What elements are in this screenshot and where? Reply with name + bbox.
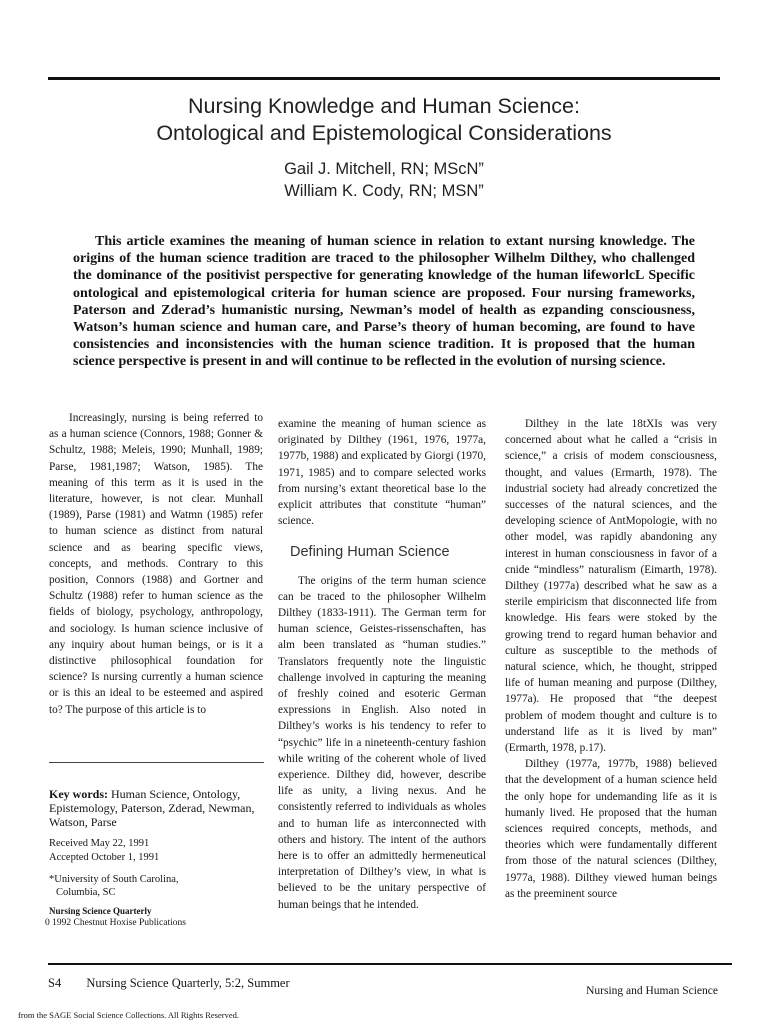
author-list [48,158,720,202]
received-date: Received May 22, 1991 [49,838,150,849]
affiliation [49,873,264,899]
column-3 [505,416,717,902]
article-dates [49,837,264,865]
column-1-paragraph: Increasingly, nursing is being referred to as a human science (Connors, 1988; Gonner & Schultz, 1988; Meleis, 1990; Munhall, 1989; Parse, 1981,1987; Watson, 1985). The meaning of this term as it is used in the literature, however, is not clear. Munhall (1989), Parse (1981) and Watmn (1985) refer to human science as distinct from natural science and as bearing specific views, concepts, and methods. Contrary to this position, Connors (1988) and Gortner and Schultz (1988) refer to human science as the fields of biology, psychology, anthropology, and sociology. Is human science inclusive of any inquiry about human beings, or is it a distinctive philosophical foundation for science? Is nursing currently a human science or is this an ideal to be esteemed and aspired to? The purpose of this article is to [49,412,263,716]
copyright-notice: 0 1992 Chestnut Hoxise Publications [45,918,186,928]
title-line-1: Nursing Knowledge and Human Science: [187,94,580,118]
column-3-paragraph-2: Dilthey (1977a, 1977b, 1988) believed that the development of a human science held the only hope for undemanding life as it is humanly lived. He proposed that the human sciences required concepts, methods, and theories which were fundamentally different from those of the natural sciences (Dilthey, 1977a, 1988). Dilthey viewed human beings as the preeminent source [505,758,717,900]
keywords-line [49,787,264,829]
section-heading: Defining Human Science [290,544,450,561]
page-number: S4 [48,976,62,990]
title-line-2: Ontological and Epistemological Considerations [156,121,612,145]
author-1: Gail J. Mitchell, RN; MScN” [284,160,484,178]
affiliation-line-1: *University of South Carolina, [49,874,179,885]
article-title [48,93,720,147]
keywords-text: Human Science, Ontology, Epistemology, Paterson, Zderad, Newman, Watson, Parse [49,787,255,829]
author-2: William K. Cody, RN; MSN” [284,182,484,200]
column-2-paragraph-2: The origins of the term human science can be traced to the philosopher Wilhelm Dilthey (1833-1911). The German term for human science, Geistes-rissenschaften, has alm been translated as “human studies.” Translators frequently note the linguistic challenge involved in capturing the meaning of freshly coined and esoteric German expressions in English. Also noted in Dilthey’s works is his tendency to refer to “psychic” life in a nineteenth-century fashion while writing of the coherent whole of lived experience. Dilthey did, however, describe life as unity, a living nexus. And he consistently referred to individuals as wholes and to human life as interconnected with others and history. The intent of the authors here is to offer an admittedly hermeneutical interpretation of Dilthey’s view, in what is believed to be the unitary perspective of human beings that he intended. [278,574,486,911]
journal-name: Nursing Science Quarterly [49,906,152,916]
column-1 [49,410,263,718]
abstract [73,233,695,371]
source-notice: from the SAGE Social Science Collections. All Rights Reserved. [18,1010,239,1020]
accepted-date: Accepted October 1, 1991 [49,852,160,863]
keywords-label: Key words: [49,787,108,801]
footer-left [48,976,290,991]
top-rule [48,77,720,80]
keywords-divider [49,762,264,763]
column-2-paragraph-1: examine the meaning of human science as originated by Dilthey (1961, 1976, 1977a, 1977b, 1988) and explicated by Giorgi (1970, 1971, 1985) and to compare selected works from nursing’s extant theoretical base lo the explicit attributes that constitute “human” science. [278,418,486,528]
bottom-rule [48,963,732,965]
abstract-text: This article examines the meaning of human science in relation to extant nursing knowledge. The origins of the human science tradition are traced to the philosopher Wilhelm Dilthey, who challenged the dominance of the positivist perspective for generating knowledge of the human lifeworlcL Specific ontological and epistemological criteria for human science are proposed. Four nursing frameworks, Paterson and Zderad’s humanistic nursing, Newman’s model of health as ezpanding consciousness, Watson’s human science and human care, and Parse’s theory of human becoming, are found to have consistencies and inconsistencies with the human science tradition. It is proposed that the human science perspective is present in and will continue to be reflected in the evolution of nursing science. [73,234,695,370]
column-2 [278,416,486,913]
affiliation-line-2: Columbia, SC [56,887,116,898]
column-3-paragraph-1: Dilthey in the late 18tXIs was very concerned about what he called a “crisis in science,” a crisis of modem consciousness, thought, and values (Ermarth, 1978). The industrial society had already concretized the successes of the natural sciences, and the developing science of AntMopologie, with no other model, was rapidly abandoning any interest in human consciousness in favor of a cnide “mindless” naturalism (Eimarth, 1978). Dilthey (1977a) described what he saw as a sterile empiricism that disconnected life from knowledge. His fears were stoked by the growing trend to regard human behavior and culture as susceptible to the methods of natural science, which, he thought, stripped life of human meaning and purpose (Dilthey, 1977a). He proposed that “the deepest problem of modem thought and culture is to understand life as it is lived by man” (Ermarth, 1978, p.17). [505,418,717,755]
keywords-block [45,787,264,929]
running-title: Nursing and Human Science [586,985,718,997]
journal-issue: Nursing Science Quarterly, 5:2, Summer [86,976,290,990]
